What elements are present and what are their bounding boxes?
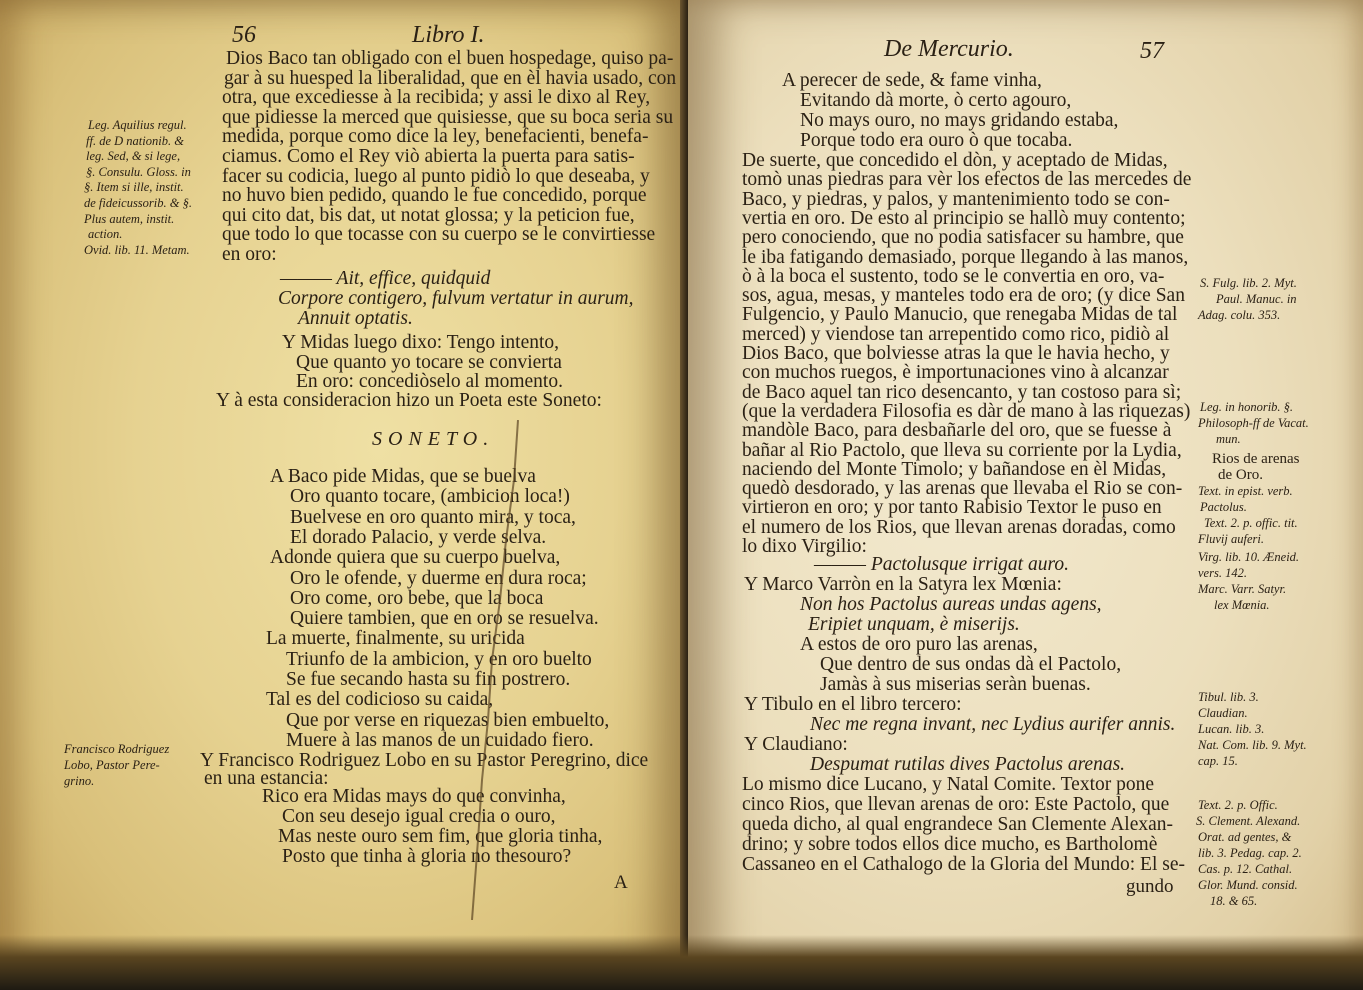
margin-note: Lobo, Pastor Pere-	[64, 758, 160, 772]
margin-note: Fluvij auferi.	[1198, 532, 1264, 546]
margin-note: Nat. Com. lib. 9. Myt.	[1198, 738, 1307, 752]
poet-line: Y à esta consideracion hizo un Poeta este Soneto:	[216, 390, 602, 411]
margin-note: Leg. in honorib. §.	[1200, 400, 1294, 414]
page-bottom-edge	[0, 935, 1363, 990]
portuguese-line: Rico era Midas mays do que convinha,	[262, 786, 566, 807]
prose-line: ò à la boca el sustento, todo se le convertia en oro, va-	[742, 265, 1165, 287]
prose-line: bañar al Rio Pactolo, que lleva su corriente por la Lydia,	[742, 439, 1182, 461]
sonnet-heading: SONETO.	[372, 428, 495, 450]
prose-line: no huvo bien pedido, quando le fue concedido, porque	[222, 185, 647, 207]
prose-line: merced) y viendose tan arrepentido como rico, pidiò al	[742, 323, 1170, 345]
margin-note: ff. de D nationib. &	[86, 133, 184, 148]
right-page	[688, 0, 1363, 990]
prose-line: cinco Rios, que llevan arenas de oro: Este Pactolo, que	[742, 794, 1170, 815]
catchword-left: A	[614, 872, 628, 893]
prose-line: (que la verdadera Filosofia es dàr de mano à las riquezas)	[742, 400, 1191, 422]
margin-note: Orat. ad gentes, &	[1198, 830, 1292, 844]
prose-line: De suerte, que concedido el dòn, y aceptado de Midas,	[742, 150, 1168, 171]
prose-line: que pidiesse la merced que quisiesse, que su boca seria su	[222, 106, 674, 128]
margin-note: §. Consulu. Gloss. in	[86, 164, 191, 179]
prose-line: Dios Baco tan obligado con el buen hospedage, quiso pa-	[226, 48, 674, 69]
margin-note: Text. 2. p. Offic.	[1198, 798, 1278, 812]
sonnet-line: Oro le ofende, y duerme en dura roca;	[290, 567, 587, 589]
verse-line: No mays ouro, no mays gridando estaba,	[800, 110, 1119, 131]
margin-note: lex Mœnia.	[1214, 598, 1270, 612]
prose-line: lo dixo Virgilio:	[742, 536, 867, 557]
sonnet-line: El dorado Palacio, y verde selva.	[290, 526, 547, 548]
lobo-line-1: Y Francisco Rodriguez Lobo en su Pastor Peregrino, dice	[200, 750, 649, 771]
prose-line: que todo lo que tocasse con su cuerpo se le convirtiesse	[222, 224, 656, 246]
prose-line: Cassaneo en el Cathalogo de la Gloria del Mundo: El se-	[742, 854, 1185, 875]
latin-line: ——— Ait, effice, quidquid	[280, 268, 491, 289]
catchword-right: gundo	[1126, 876, 1174, 897]
prose-line: con muchos ruegos, è importunaciones vino à alcanzar	[742, 362, 1169, 384]
margin-note: Ovid. lib. 11. Metam.	[84, 242, 190, 257]
margin-note: mun.	[1216, 432, 1241, 446]
margin-note: S. Fulg. lib. 2. Myt.	[1200, 276, 1297, 290]
margin-note: Text. 2. p. offic. tit.	[1204, 516, 1298, 530]
margin-note: Text. in epist. verb.	[1198, 484, 1293, 498]
margin-note: lib. 3. Pedag. cap. 2.	[1198, 846, 1302, 860]
margin-note: S. Clement. Alexand.	[1196, 814, 1301, 828]
prose-line: naciendo del Monte Timolo; y bañandose en èl Midas,	[742, 458, 1167, 480]
latin-line: Corpore contigero, fulvum vertatur in aurum,	[278, 288, 634, 309]
sonnet-line: Tal es del codicioso su caida,	[266, 689, 494, 711]
varro-intro: Y Marco Varròn en la Satyra lex Mœnia:	[744, 574, 1062, 595]
margin-note: Marc. Varr. Satyr.	[1198, 582, 1287, 596]
sonnet-line: Se fue secando hasta su fin postrero.	[286, 669, 571, 690]
portuguese-line: Posto que tinha à gloria no thesouro?	[282, 846, 572, 867]
varro-verse-line: A estos de oro puro las arenas,	[800, 634, 1038, 655]
margin-note: Leg. Aquilius regul.	[88, 118, 187, 132]
margin-note: de Oro.	[1218, 467, 1263, 483]
prose-line: de Baco aquel tan rico desencanto, y tan costoso para sì;	[742, 381, 1182, 403]
margin-note: Cas. p. 12. Cathal.	[1198, 862, 1293, 876]
lobo-line-2: en una estancia:	[204, 768, 329, 789]
margin-note: Pactolus.	[1200, 500, 1247, 514]
prose-line: gar à su huesped la liberalidad, que en èl havia usado, con	[224, 67, 677, 89]
margin-note: cap. 15.	[1198, 754, 1238, 768]
margin-note: Rios de arenas	[1212, 451, 1300, 467]
tibulo-intro: Y Tibulo en el libro tercero:	[744, 694, 962, 715]
running-head-left: Libro I.	[412, 22, 485, 48]
prose-line: quedò desdorado, y las arenas que llevaba el Rio se con-	[742, 478, 1183, 500]
sonnet-line: La muerte, finalmente, su uricida	[266, 628, 525, 650]
margin-note: Paul. Manuc. in	[1216, 292, 1297, 306]
margin-note: Francisco Rodriguez	[64, 742, 170, 756]
varro-quote-line: Eripiet unquam, è miserijs.	[808, 614, 1020, 635]
prose-line: medida, porque como dice la ley, benefacienti, benefa-	[222, 126, 649, 148]
margin-note: Lucan. lib. 3.	[1198, 722, 1265, 736]
sonnet-line: Que por verse en riquezas bien embuelto,	[286, 709, 610, 731]
latin-line: Annuit optatis.	[298, 308, 413, 329]
prose-line: qui cito dat, bis dat, ut notat glossa; y la peticion fue,	[222, 204, 635, 226]
verse-line: Porque todo era ouro ò que tocaba.	[800, 130, 1073, 151]
margin-note: action.	[88, 227, 123, 242]
sonnet-line: Muere à las manos de un cuidado fiero.	[286, 729, 594, 751]
margin-note: de fideicussorib. & §.	[84, 196, 192, 210]
paper-crack	[470, 420, 530, 920]
margin-note: leg. Sed, & si lege,	[86, 149, 181, 164]
midas-verse-line: En oro: concediòselo al momento.	[296, 371, 563, 392]
prose-line: tomò unas piedras para vèr los efectos de las mercedes de	[742, 169, 1192, 191]
prose-line: Baco, y piedras, y palos, y mantenimiento todo se con-	[742, 188, 1170, 210]
virgil-quote: ——— Pactolusque irrigat auro.	[814, 554, 1069, 575]
margin-note: Philosoph-ff de Vacat.	[1198, 416, 1309, 430]
sonnet-line: Triunfo de la ambicion, y en oro buelto	[286, 648, 592, 670]
prose-line: otra, que excediesse à la recibida; y assi le dixo al Rey,	[222, 87, 651, 109]
prose-line: Dios Baco, que bolviesse atras la que le havia hecho, y	[742, 343, 1170, 364]
varro-quote-line: Non hos Pactolus aureas undas agens,	[800, 594, 1102, 615]
prose-line: queda dicho, al qual engrandece San Clemente Alexan-	[742, 814, 1173, 835]
prose-line: ciamus. Como el Rey viò abierta la puerta para satis-	[222, 146, 635, 167]
running-head-right: De Mercurio.	[884, 36, 1014, 62]
prose-line: sos, agua, mesas, y manteles todo era de oro; (y dice San	[742, 285, 1185, 307]
margin-note: grino.	[64, 774, 95, 788]
page-number-left: 56	[232, 22, 256, 48]
midas-verse-line: Que quanto yo tocare se convierta	[296, 352, 562, 373]
margin-note: Adag. colu. 353.	[1198, 308, 1281, 322]
claudiano-intro: Y Claudiano:	[744, 734, 848, 755]
varro-verse-line: Jamàs à sus miserias seràn buenas.	[820, 674, 1091, 695]
claudiano-quote: Despumat rutilas dives Pactolus arenas.	[810, 754, 1126, 775]
prose-line: Fulgencio, y Paulo Manucio, que renegaba Midas de tal	[742, 304, 1178, 326]
tibulo-quote: Nec me regna invant, nec Lydius aurifer annis.	[810, 714, 1176, 735]
prose-line: pero conociendo, que no podia satisfacer su hambre, que	[742, 227, 1184, 249]
midas-intro: Y Midas luego dixo: Tengo intento,	[282, 332, 560, 353]
margin-note: 18. & 65.	[1210, 894, 1258, 908]
margin-note: Tibul. lib. 3.	[1198, 690, 1259, 704]
prose-line: facer su codicia, luego al punto pidiò lo que deseaba, y	[222, 165, 650, 187]
prose-line: virtieron en oro; y por tanto Rabisio Textor le puso en	[742, 497, 1162, 519]
sonnet-line: A Baco pide Midas, que se buelva	[270, 466, 536, 487]
margin-note: Plus autem, instit.	[84, 211, 175, 226]
margin-note: vers. 142.	[1198, 566, 1247, 580]
sonnet-line: Oro come, oro bebe, que la boca	[290, 587, 544, 609]
prose-line: mandòle Baco, para desbañarle del oro, que se fuesse à	[742, 420, 1172, 442]
margin-note: Virg. lib. 10. Æneid.	[1198, 550, 1300, 564]
sonnet-line: Buelvese en oro quanto mira, y toca,	[290, 506, 576, 528]
portuguese-line: Con seu desejo igual crecia o ouro,	[282, 806, 556, 827]
margin-note: Glor. Mund. consid.	[1198, 878, 1298, 892]
prose-line: en oro:	[222, 244, 277, 265]
prose-line: el numero de los Rios, que llevan arenas doradas, como	[742, 516, 1176, 538]
prose-line: Lo mismo dice Lucano, y Natal Comite. Textor pone	[742, 774, 1155, 795]
prose-line: vertia en oro. De esto al principio se hallò muy contento;	[742, 207, 1186, 229]
sonnet-line: Oro quanto tocare, (ambicion loca!)	[290, 486, 570, 508]
sonnet-line: Quiere tambien, que en oro se resuelva.	[290, 608, 599, 630]
prose-line: drino; y sobre todos ellos dice mucho, es Bartholomè	[742, 834, 1158, 855]
verse-line: A perecer de sede, & fame vinha,	[782, 70, 1042, 91]
varro-verse-line: Que dentro de sus ondas dà el Pactolo,	[820, 654, 1122, 675]
page-number-right: 57	[1140, 38, 1164, 64]
margin-note: Claudian.	[1198, 706, 1248, 720]
margin-note: §. Item si ille, instit.	[84, 180, 184, 195]
portuguese-line: Mas neste ouro sem fim, que gloria tinha,	[278, 826, 603, 847]
prose-line: le iba fatigando demasiado, porque llegando à las manos,	[742, 246, 1189, 268]
sonnet-line: Adonde quiera que su cuerpo buelva,	[270, 547, 561, 569]
verse-line: Evitando dà morte, ò certo agouro,	[800, 90, 1072, 111]
